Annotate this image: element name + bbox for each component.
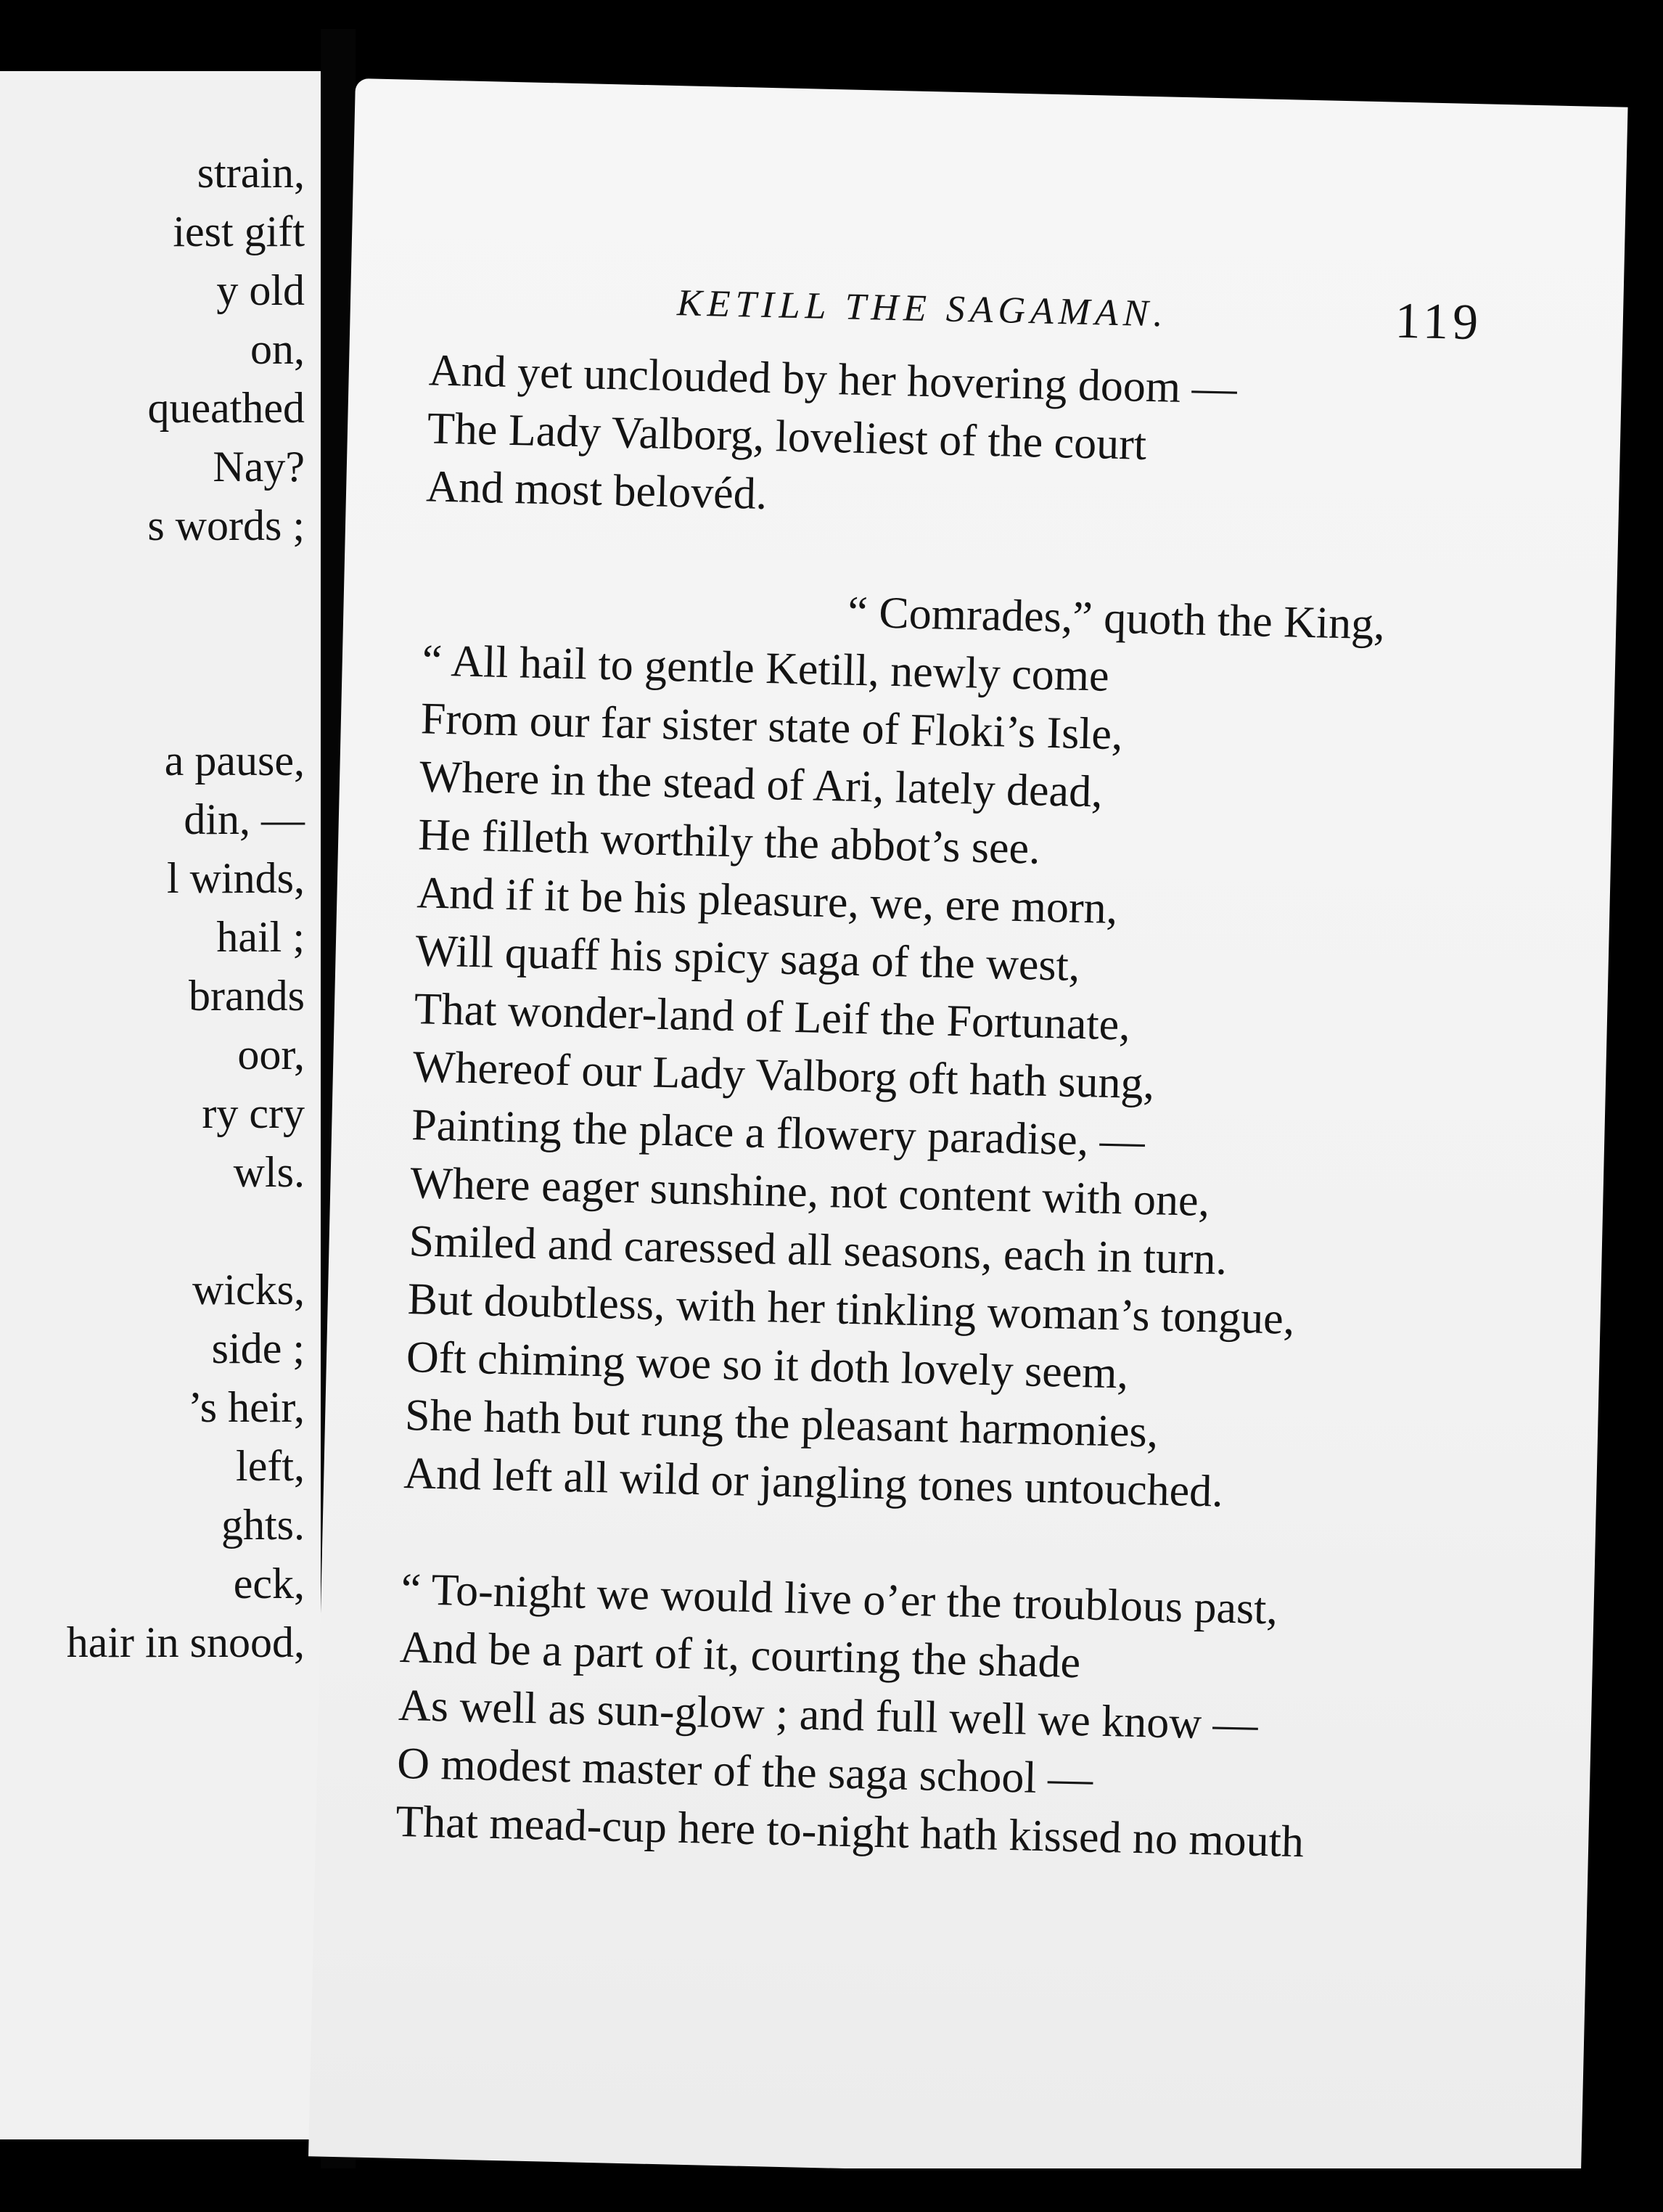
left-page-line: eck, — [233, 1560, 305, 1607]
poem-line: The Lady Valborg, loveliest of the court — [427, 404, 1147, 470]
poem-body — [395, 341, 1518, 1875]
left-page-line: a pause, — [164, 737, 305, 785]
left-page-line: left, — [236, 1442, 305, 1490]
left-page-line: l winds, — [166, 854, 305, 902]
poem-line: From our far sister state of Floki’s Isle, — [420, 694, 1124, 760]
left-page-line: ry cry — [202, 1089, 305, 1137]
left-page-line: s words ; — [147, 501, 305, 549]
left-page-line: Nay? — [213, 443, 305, 491]
previous-page-fragment — [0, 71, 321, 2139]
left-page-line: y old — [216, 266, 305, 314]
poem-line: Whereof our Lady Valborg oft hath sung, — [412, 1042, 1155, 1109]
current-page — [308, 78, 1628, 2185]
left-page-line: brands — [189, 972, 305, 1020]
left-page-line: hair in snood, — [66, 1618, 305, 1666]
poem-line: And left all wild or jangling tones untouched. — [403, 1449, 1224, 1517]
poem-line: As well as sun-glow ; and full well we know — — [398, 1680, 1259, 1750]
left-page-line: iest gift — [173, 208, 305, 255]
left-page-line: on, — [250, 325, 305, 373]
page-number: 119 — [1394, 292, 1484, 351]
poem-line: He filleth worthily the abbot’s see. — [417, 810, 1041, 874]
left-page-line: ghts. — [221, 1501, 305, 1549]
poem-line: And yet unclouded by her hovering doom — — [428, 345, 1238, 414]
left-page-line: strain, — [197, 149, 305, 197]
poem-line: “ Comrades,” quoth the King, — [847, 587, 1386, 650]
left-page-line: ’s heir, — [188, 1383, 305, 1431]
poem-line: That wonder-land of Leif the Fortunate, — [414, 984, 1131, 1050]
poem-line: And be a part of it, courting the shade — [399, 1622, 1081, 1688]
left-page-line: oor, — [237, 1031, 305, 1078]
running-head: KETILL THE SAGAMAN. — [676, 282, 1169, 335]
poem-line: Oft chiming woe so it doth lovely seem, — [406, 1332, 1129, 1398]
left-page-line: side ; — [211, 1324, 305, 1372]
left-page-line: wicks, — [192, 1266, 305, 1314]
left-page-line: hail ; — [216, 913, 305, 961]
left-page-line: queathed — [147, 384, 305, 432]
stanza — [403, 573, 1513, 1527]
poem-line: Where eager sunshine, not content with one, — [409, 1158, 1210, 1226]
poem-line: And most belovéd. — [425, 462, 768, 520]
left-page-line: din, — — [184, 795, 305, 843]
page-bottom-edge — [0, 2168, 1663, 2212]
poem-line: Smiled and caressed all seasons, each in turn. — [408, 1216, 1228, 1285]
poem-line: Painting the place a flowery paradise, — — [411, 1100, 1146, 1167]
poem-line: Will quaff his spicy saga of the west, — [414, 926, 1081, 991]
poem-line: She hath but rung the pleasant harmonies, — [404, 1390, 1159, 1457]
poem-line: “ All hail to gentle Ketill, newly come — [422, 636, 1110, 701]
stanza — [425, 341, 1517, 540]
poem-line: Where in the stead of Ari, lately dead, — [419, 752, 1104, 817]
poem-line: And if it be his pleasure, we, ere morn, — [416, 868, 1118, 934]
stanza — [395, 1560, 1490, 1875]
poem-line: But doubtless, with her tinkling woman’s tongue, — [407, 1274, 1296, 1344]
poem-line: O modest master of the saga school — — [396, 1738, 1093, 1804]
left-page-line: wls. — [233, 1148, 305, 1196]
poem-line: That mead-cup here to-night hath kissed no mouth — [395, 1796, 1305, 1867]
poem-line: “ To-night we would live o’er the troublous past, — [401, 1564, 1278, 1634]
